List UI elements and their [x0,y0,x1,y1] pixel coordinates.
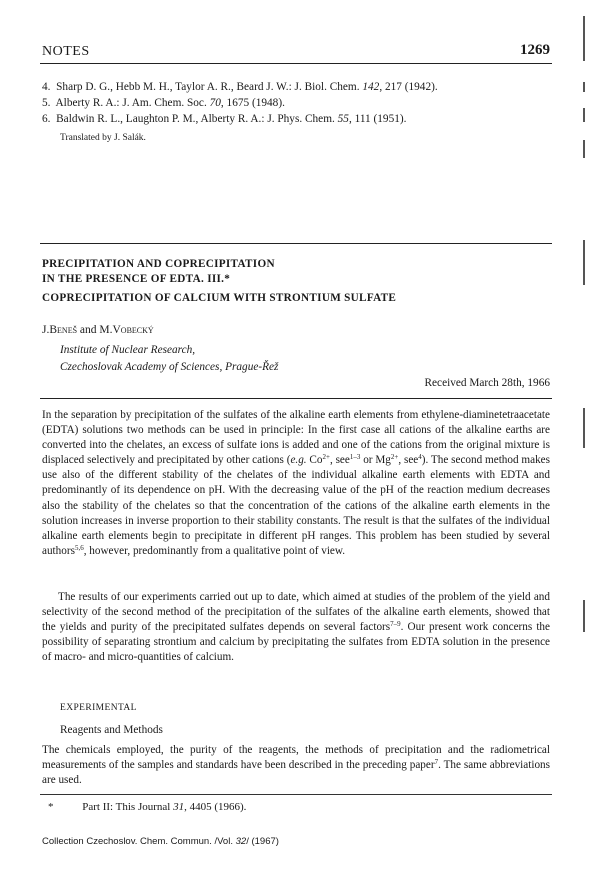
para1-sup2: 1–3 [349,453,361,462]
footnote [48,801,246,813]
author1-name: Beneš [49,324,78,336]
author-conjunction: and [77,324,100,336]
reference-pages: , 111 (1951). [348,113,407,125]
section-heading-experimental: EXPERIMENTAL [60,703,137,713]
margin-mark [583,600,585,632]
footnote-text: Part II: This Journal [82,801,174,813]
article-title-line2: IN THE PRESENCE OF EDTA. III.* [42,273,231,285]
author2-initial: M. [99,324,113,336]
reference-item [42,95,285,111]
margin-mark [583,16,585,61]
reference-text: Alberty R. A.: J. Am. Chem. Soc. [55,97,210,109]
article-title-line3: COPRECIPITATION OF CALCIUM WITH STRONTIUM SULFATE [42,292,397,304]
para2-text-b: . Our present work concerns the possibility of separating strontium and calcium by precipitating the sulfates from EDTA solution in the presence of macro- and micro-quantities of calcium. [42,621,550,664]
affiliation-line1: Institute of Nuclear Research, [60,344,196,356]
reference-label: 4. [42,81,51,93]
margin-mark [583,108,585,122]
footer-text: Collection Czechoslov. Chem. Commun. /Vol. [42,836,236,847]
para3-text-a: The chemicals employed, the purity of the reagents, the methods of precipitation and the radiometrical measurements of the samples and standards have been described in the preceding paper [42,744,550,772]
para1-text-c: , see [329,454,350,467]
body-paragraph-1 [42,408,550,559]
footer-year: / (1967) [246,836,279,847]
journal-footer [42,836,279,847]
para3-text-b: . The same abbreviations are used. [42,759,551,787]
footnote-marker: * [48,801,54,813]
reference-volume: 142 [362,81,380,93]
footer-volume: 32 [235,836,247,847]
running-header-section: NOTES [42,44,90,59]
article-title-line1: PRECIPITATION AND COPRECIPITATION [42,258,275,270]
reference-item [42,111,406,127]
para1-sup5: 5,6 [74,543,84,552]
reference-pages: , 217 (1942). [379,81,438,93]
reference-volume: 70 [209,97,221,109]
margin-mark [583,82,585,92]
reference-label: 5. [42,97,51,109]
header-rule [40,63,552,64]
affiliation-line2: Czechoslovak Academy of Sciences, Prague-Řež [60,361,279,373]
reference-pages: , 1675 (1948). [220,97,285,109]
margin-mark [583,140,585,158]
article-divider-rule [40,243,552,244]
para1-text-b: Co [306,454,323,467]
reference-text: Baldwin R. L., Laughton P. M., Alberty R. A.: J. Phys. Chem. [56,113,338,125]
para1-text-f: ). The second method makes use also of the different stability of the chelates of the individual alkaline earth elements with EDTA and predominantly of its dependence on pH. With the decreasing value of the pH of the reaction medium decreases also the stability of the chelates so that the concentration of the cations of the alkaline earth elements in the solution increases in inverse proportion to their stability constants. The result is that the sulfates of the individual alkaline earth elements begin to precipitate in different pH ranges. This problem has been studied by several authors [42,454,550,557]
margin-mark [583,408,585,448]
footnote-pages: , 4405 (1966). [184,801,247,813]
para1-sup4: 4 [418,453,422,462]
para1-eg: e.g. [290,454,307,467]
abstract-rule [40,398,552,399]
page-number: 1269 [520,42,550,58]
para1-text-a: In the separation by precipitation of the sulfates of the alkaline earth elements from ethylene-diaminetetraacetate (EDTA) solutions two methods can be used in principle: In the first case all cations of the alkaline earths are converted into the chelates, an excess of sulfate ions is added and one of the cations from the original mixture is displaced selectively and precipitated by other cations ( [42,409,550,467]
received-date: Received March 28th, 1966 [424,377,550,389]
footnote-volume: 31 [173,801,185,813]
translator-note: Translated by J. Salák. [60,133,146,143]
para2-text-a: The results of our experiments carried out up to date, which aimed at studies of the problem of the yield and selectivity of the second method of the precipitation of the sulfates of the alkaline earth elements, showed that the yields and purity of the precipitated sulfates depends on several factors [42,591,550,634]
subsection-heading-reagents: Reagents and Methods [60,724,163,736]
reference-label: 6. [42,113,51,125]
body-paragraph-2 [42,590,550,665]
para3-sup1: 7 [434,758,439,767]
margin-mark [583,240,585,285]
para1-sup1: 2+ [322,453,330,462]
reference-volume: 55 [337,113,349,125]
para1-text-g: , however, predominantly from a qualitative point of view. [83,544,346,557]
author1-initial: J. [42,324,50,336]
reference-item [42,79,438,95]
author2-name: Vobecký [112,324,154,336]
article-authors [42,324,154,336]
reference-text: Sharp D. G., Hebb M. H., Taylor A. R., Beard J. W.: J. Biol. Chem. [56,81,363,93]
para1-text-e: , see [398,454,419,467]
para2-sup1: 7–9 [390,620,401,629]
footnote-rule [40,794,552,795]
para1-sup3: 2+ [390,453,399,462]
para1-text-d: or Mg [360,454,391,467]
body-paragraph-3 [42,743,550,788]
